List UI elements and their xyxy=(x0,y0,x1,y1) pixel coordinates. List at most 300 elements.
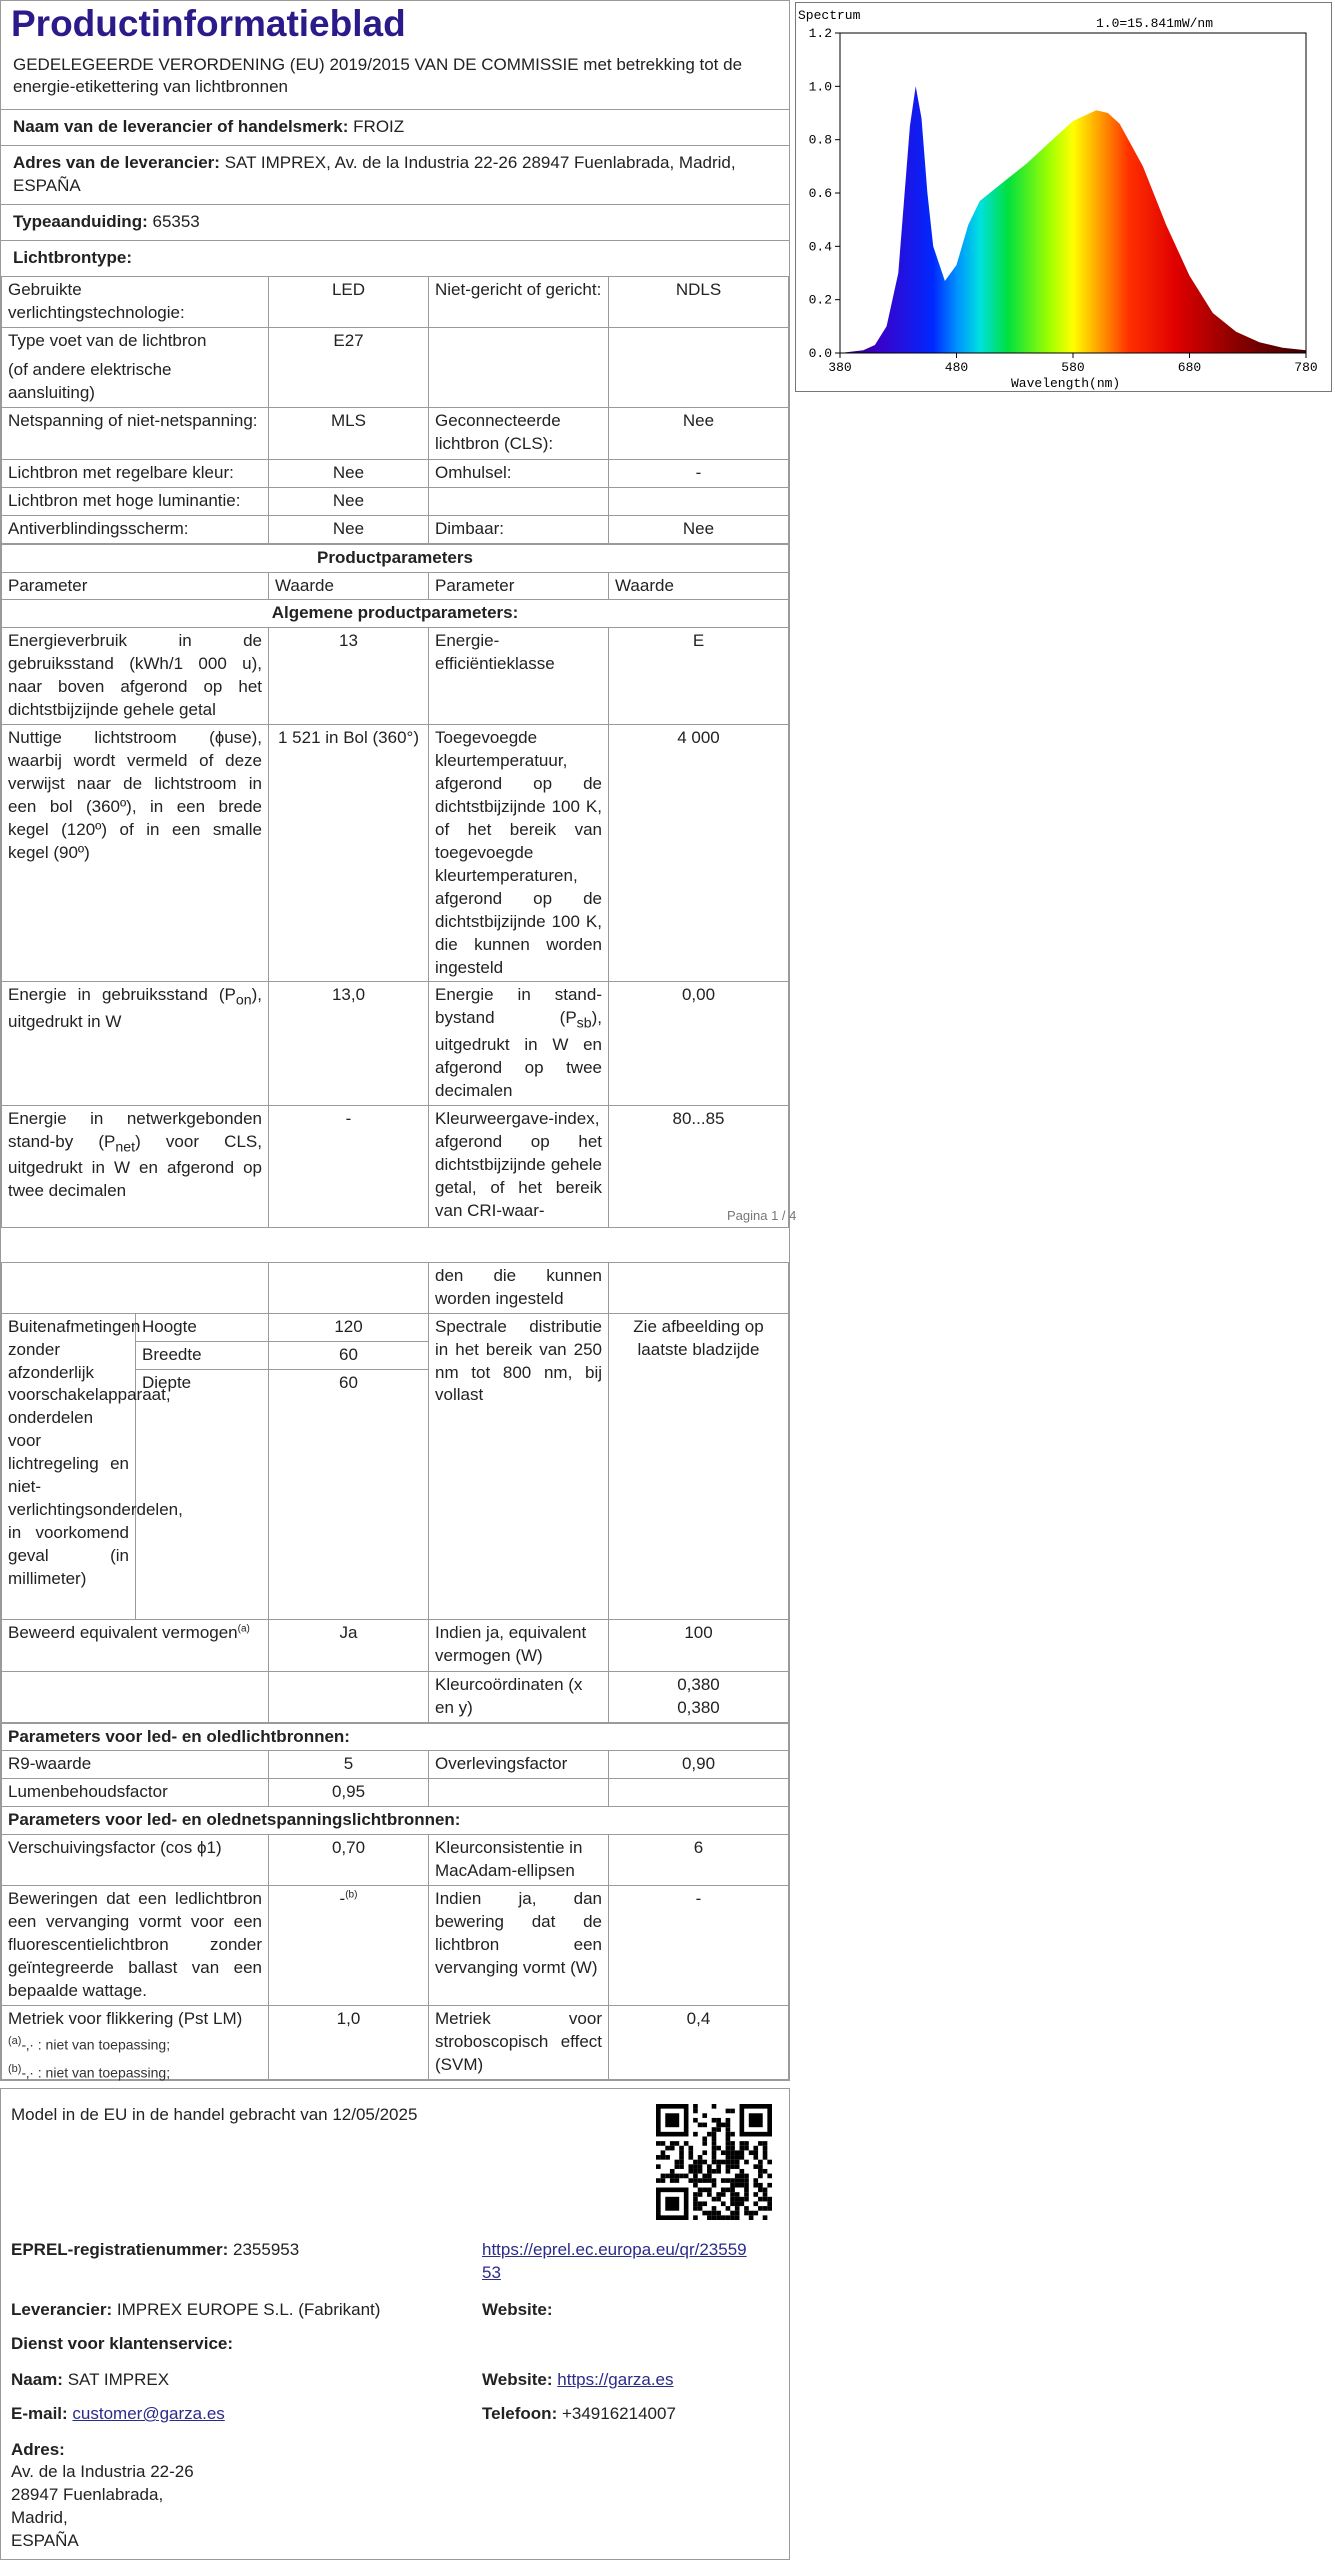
qr-module xyxy=(712,2118,717,2123)
footnote-b-mark: (b) xyxy=(8,2063,22,2075)
empty-cell xyxy=(609,1262,789,1313)
qr-module xyxy=(684,2174,689,2179)
qr-module xyxy=(698,2201,703,2206)
qr-module xyxy=(744,2178,749,2183)
qr-module xyxy=(693,2164,698,2169)
page-number: Pagina 1 / 4 xyxy=(727,1208,797,1223)
qr-module xyxy=(693,2192,698,2197)
x-tick-label: 780 xyxy=(1294,360,1318,375)
qr-module xyxy=(740,2155,745,2160)
qr-module xyxy=(758,2183,763,2188)
qr-code-icon[interactable] xyxy=(656,2104,772,2220)
pnet-value: - xyxy=(269,1105,429,1227)
width-label: Breedte xyxy=(136,1341,269,1369)
qr-module xyxy=(735,2201,740,2206)
footnote-b xyxy=(8,2062,170,2083)
qr-module xyxy=(753,2150,758,2155)
qr-module xyxy=(716,2127,721,2132)
chart-title: Spectrum xyxy=(798,8,861,23)
qr-module xyxy=(735,2211,740,2216)
qr-module xyxy=(712,2150,717,2155)
address-line: Av. de la Industria 22-26 xyxy=(11,2462,194,2481)
qr-module xyxy=(707,2174,712,2179)
qr-module xyxy=(735,2197,740,2202)
y-tick-label: 1.0 xyxy=(808,79,832,95)
supplier-row xyxy=(11,2299,380,2322)
led-table xyxy=(1,1723,789,2080)
qr-module xyxy=(712,2127,717,2132)
qr-module xyxy=(693,2104,698,2109)
qr-module xyxy=(716,2123,721,2128)
bottom-supplier-label: Leverancier: xyxy=(11,2300,113,2319)
qr-module xyxy=(763,2215,768,2220)
qr-module xyxy=(707,2192,712,2197)
col-value-2: Waarde xyxy=(609,572,789,600)
qr-module xyxy=(693,2183,698,2188)
qr-module xyxy=(726,2150,731,2155)
footnote-a-mark: (a) xyxy=(8,2035,22,2047)
dim-label: Dimbaar: xyxy=(429,515,609,543)
qr-module xyxy=(712,2160,717,2165)
mains-label: Netspanning of niet-netspanning: xyxy=(2,407,269,459)
height-label: Hoogte xyxy=(136,1313,269,1341)
empty-cell xyxy=(2,1262,269,1313)
website2-row xyxy=(482,2369,674,2392)
directional-label: Niet-gericht of gericht: xyxy=(429,277,609,328)
class-label: Energie-efficiëntieklasse xyxy=(429,628,609,725)
qr-module xyxy=(753,2146,758,2151)
qr-module xyxy=(675,2160,680,2165)
cap-value: E27 xyxy=(269,327,429,407)
qr-module xyxy=(753,2201,758,2206)
cri-label-cont: den die kunnen worden ingesteld xyxy=(429,1262,609,1313)
equiv-sup: (a) xyxy=(237,1622,250,1634)
qr-module xyxy=(730,2188,735,2193)
chroma-value xyxy=(609,1671,789,1722)
qr-module xyxy=(698,2123,703,2128)
qr-module xyxy=(698,2169,703,2174)
cri-label: Kleurweergave-index, afgerond op het dichtstbijzijnde gehele getal, of het bereik van CRI-waar- xyxy=(429,1105,609,1227)
email-link[interactable]: customer@garza.es xyxy=(72,2404,225,2423)
lumen-label: Lumenbehoudsfactor xyxy=(2,1779,269,1807)
x-tick-label: 580 xyxy=(1061,360,1085,375)
flicker-value: 1,0 xyxy=(269,2005,429,2079)
y-tick-label: 0.6 xyxy=(808,186,832,201)
qr-module xyxy=(721,2160,726,2165)
y-ticks xyxy=(809,26,840,361)
qr-module xyxy=(735,2206,740,2211)
address-line: 28947 Fuenlabrada, xyxy=(11,2484,164,2504)
qr-module xyxy=(698,2160,703,2165)
colour-label: Lichtbron met regelbare kleur: xyxy=(2,459,269,487)
qr-module xyxy=(693,2201,698,2206)
qr-module xyxy=(726,2178,731,2183)
qr-module xyxy=(735,2183,740,2188)
address-value: SAT IMPREX, Av. de la Industria 22-26 28947 Fuenlabrada, Madrid, ESPAÑA xyxy=(13,153,736,196)
depth-label: Diepte xyxy=(136,1369,269,1619)
replace-value xyxy=(269,1886,429,2006)
qr-module xyxy=(726,2160,731,2165)
qr-module xyxy=(753,2183,758,2188)
name-value: SAT IMPREX xyxy=(67,2370,170,2389)
qr-module xyxy=(712,2197,717,2202)
qr-module xyxy=(693,2174,698,2179)
qr-module xyxy=(712,2132,717,2137)
qr-module xyxy=(744,2160,749,2165)
qr-module xyxy=(721,2188,726,2193)
qr-module xyxy=(721,2178,726,2183)
cap-sub: (of andere elektrische aansluiting) xyxy=(8,359,172,402)
qr-module xyxy=(749,2211,754,2216)
qr-finder xyxy=(665,2113,679,2127)
cls-value: Nee xyxy=(609,407,789,459)
qr-module xyxy=(763,2146,768,2151)
qr-module xyxy=(675,2174,680,2179)
address-row xyxy=(1,145,789,204)
col-value-1: Waarde xyxy=(269,572,429,600)
psb-label: Energie in stand-bystand $(P_{sb})$, uitgedrukt in W en afgerond op twee decimalen xyxy=(429,982,609,1105)
qr-module xyxy=(675,2141,680,2146)
qr-module xyxy=(670,2178,675,2183)
qr-module xyxy=(702,2136,707,2141)
qr-module xyxy=(730,2132,735,2137)
qr-module xyxy=(698,2164,703,2169)
qr-module xyxy=(726,2118,731,2123)
qr-module xyxy=(730,2155,735,2160)
spectrum-chart xyxy=(795,2,1332,392)
equiv-label-text: Beweerd equivalent vermogen xyxy=(8,1622,238,1642)
qr-module xyxy=(665,2174,670,2179)
qr-module xyxy=(740,2146,745,2151)
qr-module xyxy=(753,2164,758,2169)
qr-module xyxy=(702,2113,707,2118)
qr-module xyxy=(726,2123,731,2128)
website-label: Website: xyxy=(482,2300,553,2319)
svm-label: Metriek voor stroboscopisch effect (SVM) xyxy=(429,2005,609,2079)
qr-module xyxy=(730,2150,735,2155)
qr-module xyxy=(744,2197,749,2202)
width-value: 60 xyxy=(269,1341,429,1369)
phone-row xyxy=(482,2403,676,2426)
qr-module xyxy=(702,2174,707,2179)
qr-module xyxy=(712,2141,717,2146)
height-value: 120 xyxy=(269,1313,429,1341)
mains-value: MLS xyxy=(269,407,429,459)
qr-module xyxy=(702,2201,707,2206)
qr-module xyxy=(744,2141,749,2146)
empty-cell xyxy=(609,487,789,515)
qr-module xyxy=(730,2192,735,2197)
qr-module xyxy=(730,2183,735,2188)
svm-value: 0,4 xyxy=(609,2005,789,2079)
qr-module xyxy=(688,2150,693,2155)
qr-module xyxy=(712,2104,717,2109)
general-heading: Algemene productparameters: xyxy=(2,600,789,628)
qr-module xyxy=(712,2169,717,2174)
qr-module xyxy=(716,2197,721,2202)
colour-value: Nee xyxy=(269,459,429,487)
qr-module xyxy=(707,2178,712,2183)
qr-module xyxy=(688,2169,693,2174)
flicker-label: Metriek voor flikkering (Pst LM) xyxy=(2,2005,269,2079)
y-tick-label: 0.2 xyxy=(808,292,832,308)
qr-module xyxy=(758,2160,763,2165)
chroma-x: 0,380 xyxy=(677,1674,720,1694)
pf-label: Verschuivingsfactor (cos ϕ1) xyxy=(2,1835,269,1886)
qr-module xyxy=(726,2169,731,2174)
flux-label: Nuttige lichtstroom (ɸuse), waarbij wordt vermeld of deze verwijst naar de lichtstroom in een bol (360º), in een brede kegel (120º) of in een smalle kegel (90º) xyxy=(2,725,269,982)
qr-module xyxy=(684,2141,689,2146)
qr-module xyxy=(712,2178,717,2183)
model-value: 65353 xyxy=(152,212,200,232)
qr-module xyxy=(730,2109,735,2114)
qr-module xyxy=(688,2155,693,2160)
chroma-label: Kleurcoördinaten (x en y) xyxy=(429,1671,609,1722)
x-tick-label: 680 xyxy=(1177,360,1202,375)
qr-module xyxy=(767,2160,772,2165)
qr-module xyxy=(712,2155,717,2160)
directional-value: NDLS xyxy=(609,277,789,328)
qr-module xyxy=(712,2211,717,2216)
qr-module xyxy=(758,2197,763,2202)
empty-cell xyxy=(609,327,789,407)
qr-module xyxy=(712,2146,717,2151)
qr-module xyxy=(693,2206,698,2211)
qr-module xyxy=(698,2206,703,2211)
qr-module xyxy=(693,2215,698,2220)
qr-module xyxy=(758,2206,763,2211)
qr-module xyxy=(753,2178,758,2183)
qr-module xyxy=(675,2178,680,2183)
qr-module xyxy=(763,2150,768,2155)
cls-label: Geconnecteerde lichtbron (CLS): xyxy=(429,407,609,459)
qr-module xyxy=(726,2215,731,2220)
qr-module xyxy=(679,2164,684,2169)
qr-module xyxy=(744,2188,749,2193)
qr-module xyxy=(679,2160,684,2165)
qr-module xyxy=(688,2146,693,2151)
qr-module xyxy=(763,2192,768,2197)
cri-value: 80...85 xyxy=(609,1105,789,1227)
qr-module xyxy=(730,2141,735,2146)
survival-value: 0,90 xyxy=(609,1751,789,1779)
footnote-a-text: -‚· : niet van toepassing; xyxy=(21,2036,171,2053)
params-table xyxy=(1,544,789,1228)
model-label: Typeaanduiding: xyxy=(13,212,148,232)
y-tick-label: 1.2 xyxy=(808,26,832,41)
tech-value: LED xyxy=(269,277,429,328)
qr-module xyxy=(730,2197,735,2202)
spectral-label: Spectrale distributie in het bereik van 250 nm tot 800 nm, bij vollast xyxy=(429,1313,609,1619)
qr-module xyxy=(693,2169,698,2174)
replace-w-value: - xyxy=(609,1886,789,2006)
qr-module xyxy=(679,2155,684,2160)
qr-module xyxy=(656,2178,661,2183)
highlum-value: Nee xyxy=(269,487,429,515)
qr-module xyxy=(735,2155,740,2160)
qr-module xyxy=(693,2132,698,2137)
qr-module xyxy=(758,2164,763,2169)
qr-module xyxy=(693,2160,698,2165)
qr-module xyxy=(767,2201,772,2206)
bottom-info-box xyxy=(0,2088,790,2560)
led-heading: Parameters voor led- en oledlichtbronnen: xyxy=(2,1723,789,1751)
qr-module xyxy=(670,2169,675,2174)
qr-module xyxy=(735,2215,740,2220)
address-line: ESPAÑA xyxy=(11,2530,79,2550)
qr-module xyxy=(707,2164,712,2169)
footnote-b-text: -‚· : niet van toepassing; xyxy=(21,2064,171,2081)
qr-module xyxy=(670,2146,675,2151)
qr-module xyxy=(735,2164,740,2169)
qr-module xyxy=(656,2155,661,2160)
qr-module xyxy=(740,2197,745,2202)
envelope-value: - xyxy=(609,459,789,487)
dims-label: Buitenafmetingen zonder afzonderlijk voorschakelapparaat, onderdelen voor lichtregeling en niet-verlichtingsonderdelen, in voorkomend geval (in millimeter) xyxy=(2,1313,136,1619)
cct-value: 4 000 xyxy=(609,725,789,982)
qr-module xyxy=(693,2109,698,2114)
qr-finder xyxy=(665,2197,679,2211)
tech-label: Gebruikte verlichtingstechnologie: xyxy=(2,277,269,328)
qr-module xyxy=(763,2206,768,2211)
qr-module xyxy=(744,2192,749,2197)
spectrum-svg xyxy=(796,3,1333,393)
qr-module xyxy=(740,2141,745,2146)
qr-module xyxy=(721,2201,726,2206)
qr-module xyxy=(758,2188,763,2193)
cap-label: Type voet van de lichtbron xyxy=(8,330,207,350)
qr-module xyxy=(693,2178,698,2183)
qr-module xyxy=(767,2206,772,2211)
name-label: Naam: xyxy=(11,2370,63,2389)
qr-module xyxy=(735,2178,740,2183)
lightsource-type-heading: Lichtbrontype: xyxy=(1,240,789,276)
qr-module xyxy=(726,2109,731,2114)
qr-module xyxy=(730,2211,735,2216)
qr-module xyxy=(679,2150,684,2155)
qr-module xyxy=(726,2206,731,2211)
qr-module xyxy=(763,2169,768,2174)
qr-module xyxy=(716,2160,721,2165)
led-mains-heading: Parameters voor led- en olednetspanningslichtbronnen: xyxy=(2,1807,789,1835)
empty-cell xyxy=(2,1671,269,1722)
qr-module xyxy=(707,2215,712,2220)
customer-service-label: Dienst voor klantenservice: xyxy=(11,2334,234,2353)
macadam-value: 6 xyxy=(609,1835,789,1886)
qr-module xyxy=(656,2164,661,2169)
qr-module xyxy=(702,2211,707,2216)
qr-module xyxy=(698,2192,703,2197)
dim-value: Nee xyxy=(609,515,789,543)
energy-label: Energieverbruik in de gebruiksstand (kWh/1 000 u), naar boven afgerond op het dichtstbijzijnde gehele getal xyxy=(2,628,269,725)
qr-module xyxy=(730,2201,735,2206)
spectrum-area xyxy=(840,86,1306,353)
qr-module xyxy=(716,2118,721,2123)
class-value: E xyxy=(609,628,789,725)
qr-module xyxy=(744,2211,749,2216)
qr-module xyxy=(716,2215,721,2220)
empty-cell xyxy=(269,1262,429,1313)
params-table-continued xyxy=(1,1262,789,1723)
qr-module xyxy=(744,2146,749,2151)
eprel-link[interactable]: https://eprel.ec.europa.eu/qr/2355953 xyxy=(482,2240,747,2282)
empty-cell xyxy=(429,487,609,515)
type-table xyxy=(1,276,789,544)
depth-value: 60 xyxy=(269,1369,429,1619)
qr-module xyxy=(661,2174,666,2179)
spectral-value: Zie afbeelding op laatste bladzijde xyxy=(609,1313,789,1619)
footnote-a xyxy=(8,2034,170,2055)
x-ticks xyxy=(828,353,1317,375)
qr-module xyxy=(726,2136,731,2141)
qr-module xyxy=(730,2146,735,2151)
energy-value: 13 xyxy=(269,628,429,725)
empty-cell xyxy=(609,1779,789,1807)
eprel-link-wrap xyxy=(482,2239,752,2285)
qr-module xyxy=(763,2188,768,2193)
qr-module xyxy=(693,2118,698,2123)
chart-annotation: 1.0=15.841mW/nm xyxy=(1096,16,1214,31)
qr-module xyxy=(767,2197,772,2202)
qr-module xyxy=(661,2150,666,2155)
qr-module xyxy=(707,2188,712,2193)
replace-label: Beweringen dat een ledlichtbron een vervanging vormt voor een fluorescentielichtbron zonder geïntegreerde ballast van een bepaalde wattage. xyxy=(2,1886,269,2006)
qr-module xyxy=(726,2146,731,2151)
email-row xyxy=(11,2403,225,2426)
supplier-row xyxy=(1,109,789,145)
qr-module xyxy=(675,2164,680,2169)
qr-module xyxy=(726,2127,731,2132)
qr-module xyxy=(740,2169,745,2174)
qr-module xyxy=(721,2192,726,2197)
x-tick-label: 480 xyxy=(944,360,969,375)
col-param-2: Parameter xyxy=(429,572,609,600)
qr-module xyxy=(767,2174,772,2179)
website2-link[interactable]: https://garza.es xyxy=(557,2370,674,2389)
glare-label: Antiverblindingsscherm: xyxy=(2,515,269,543)
qr-module xyxy=(721,2215,726,2220)
qr-module xyxy=(740,2183,745,2188)
qr-module xyxy=(753,2192,758,2197)
qr-module xyxy=(730,2178,735,2183)
eprel-label: EPREL-registratienummer: xyxy=(11,2240,229,2259)
qr-module xyxy=(693,2197,698,2202)
qr-module xyxy=(712,2215,717,2220)
qr-module xyxy=(707,2132,712,2137)
qr-module xyxy=(726,2188,731,2193)
qr-module xyxy=(712,2206,717,2211)
eprel-row xyxy=(11,2239,299,2262)
empty-cell xyxy=(429,1779,609,1807)
equiv-value: Ja xyxy=(269,1619,429,1671)
qr-module xyxy=(670,2141,675,2146)
params-heading: Productparameters xyxy=(2,544,789,572)
x-tick-label: 380 xyxy=(828,360,852,375)
qr-module xyxy=(688,2164,693,2169)
qr-module xyxy=(740,2201,745,2206)
lumen-value: 0,95 xyxy=(269,1779,429,1807)
qr-module xyxy=(744,2206,749,2211)
qr-module xyxy=(670,2174,675,2179)
qr-module xyxy=(740,2174,745,2179)
qr-module xyxy=(661,2155,666,2160)
r9-label: R9-waarde xyxy=(2,1751,269,1779)
qr-module xyxy=(665,2155,670,2160)
y-tick-label: 0.8 xyxy=(808,132,832,148)
envelope-label: Omhulsel: xyxy=(429,459,609,487)
qr-module xyxy=(735,2150,740,2155)
qr-module xyxy=(735,2174,740,2179)
